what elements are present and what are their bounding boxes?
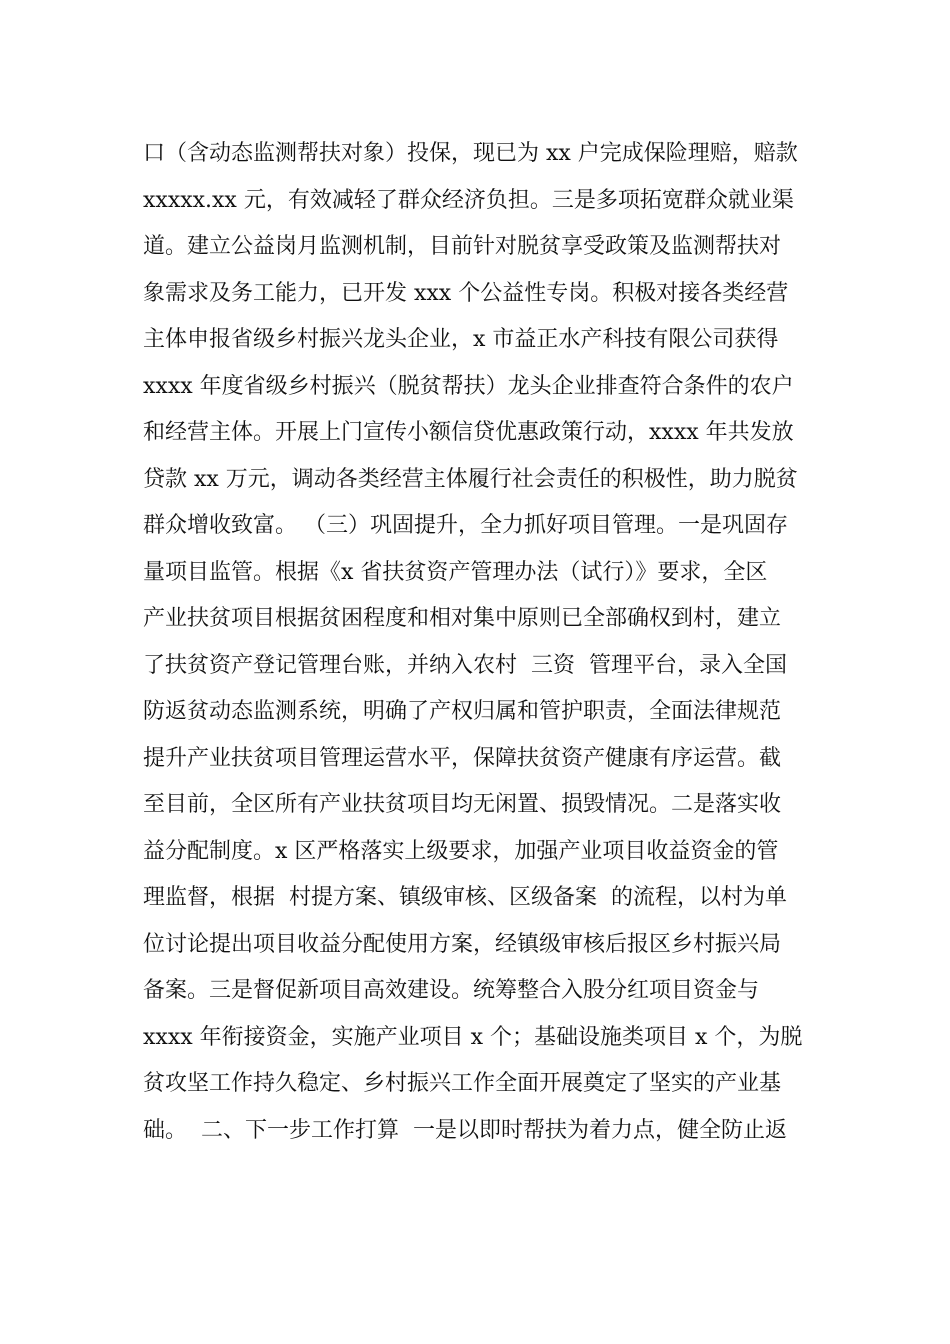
text-line: 群众增收致富。 （三）巩固提升，全力抓好项目管理。一是巩固存 [143,513,788,538]
text-line: 口（含动态监测帮扶对象）投保，现已为 xx 户完成保险理赔，赔款 [143,141,798,166]
text-line: 位讨论提出项目收益分配使用方案，经镇级审核后报区乡村振兴局 [143,931,782,957]
text-line: 至目前，全区所有产业扶贫项目均无闲置、损毁情况。二是落实收 [143,792,782,817]
text-line: 提升产业扶贫项目管理运营水平，保障扶贫资产健康有序运营。截 [143,745,782,771]
text-line: 贷款 xx 万元，调动各类经营主体履行社会责任的积极性，助力脱贫 [143,466,798,492]
text-line: 贫攻坚工作持久稳定、乡村振兴工作全面开展奠定了坚实的产业基 [143,1071,782,1096]
text-line: 产业扶贫项目根据贫困程度和相对集中原则已全部确权到村，建立 [143,606,782,631]
body-text [143,131,823,1154]
text-line: 主体申报省级乡村振兴龙头企业，x 市益正水产科技有限公司获得 [143,327,779,352]
text-line: xxxx 年衔接资金，实施产业项目 x 个；基础设施类项目 x 个，为脱 [143,1024,803,1050]
text-line: 础。 二、下一步工作打算 一是以即时帮扶为着力点，健全防止返 [143,1117,787,1143]
text-line: 道。建立公益岗月监测机制，目前针对脱贫享受政策及监测帮扶对 [143,234,782,259]
text-line: xxxx 年度省级乡村振兴（脱贫帮扶）龙头企业排查符合条件的农户 [143,373,794,399]
text-line: 象需求及务工能力，已开发 xxx 个公益性专岗。积极对接各类经营 [143,280,789,306]
text-line: 量项目监管。根据《x 省扶贫资产管理办法（试行）》要求，全区 [143,559,768,585]
text-line: 备案。三是督促新项目高效建设。统筹整合入股分红项目资金与 [143,978,760,1003]
text-line: 和经营主体。开展上门宣传小额信贷优惠政策行动，xxxx 年共发放 [143,420,794,445]
text-line: 了扶贫资产登记管理台账，并纳入农村 三资 管理平台，录入全国 [143,652,787,678]
text-line: 理监督，根据 村提方案、镇级审核、区级备案 的流程，以村为单 [143,885,787,910]
text-line: 防返贫动态监测系统，明确了产权归属和管护职责，全面法律规范 [143,699,782,724]
text-line: xxxxx.xx 元，有效减轻了群众经济负担。三是多项拓宽群众就业渠 [143,187,794,213]
text-line: 益分配制度。x 区严格落实上级要求，加强产业项目收益资金的管 [143,838,779,864]
